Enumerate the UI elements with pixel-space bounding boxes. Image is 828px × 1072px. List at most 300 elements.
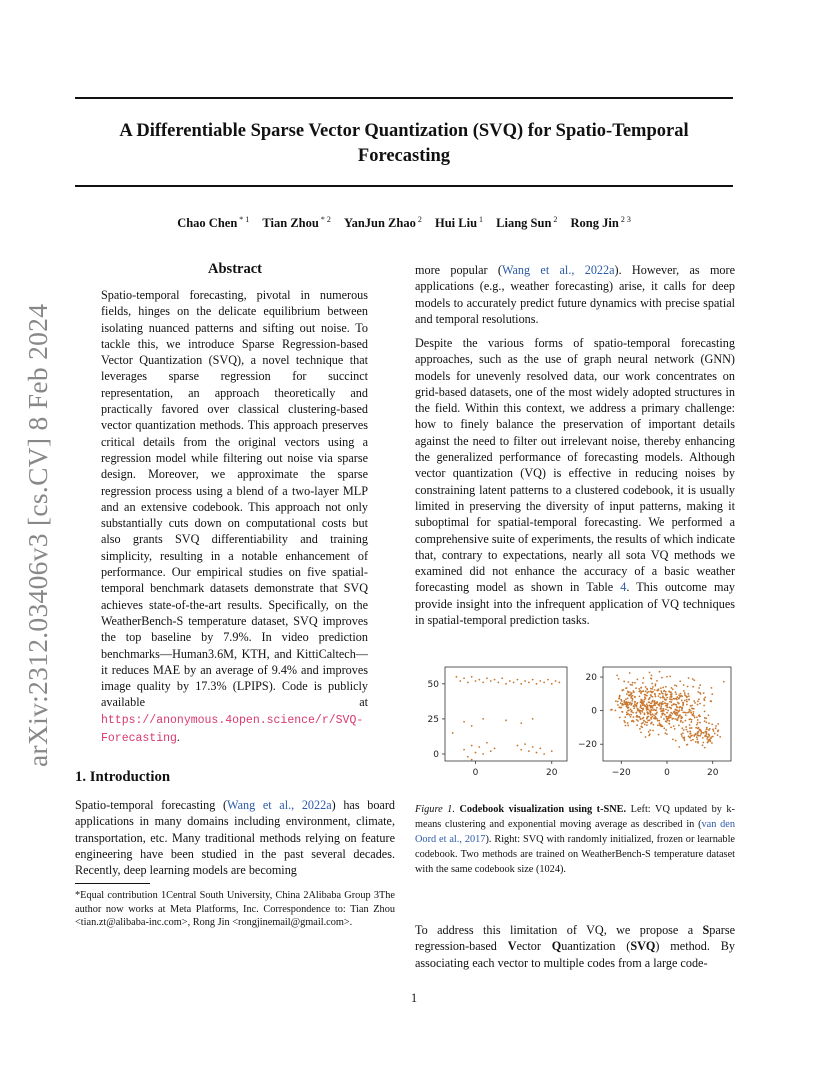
citation-link[interactable]: Wang et al., 2022a [227,798,332,812]
right-scatter-point [681,735,683,737]
right-scatter-point [710,700,712,702]
right-scatter-point [650,709,652,711]
right-scatter-point [630,694,632,696]
right-scatter-point [648,701,650,703]
right-scatter-point [695,733,697,735]
right-scatter-point [652,701,654,703]
right-scatter-point [694,702,696,704]
right-scatter-point [646,703,648,705]
right-scatter-point [697,704,699,706]
right-scatter-point [650,678,652,680]
left-scatter-point [532,718,534,720]
right-scatter-point [665,716,667,718]
right-scatter-point [652,686,654,688]
right-plot-frame [603,667,731,761]
paper-title: A Differentiable Sparse Vector Quantization (SVQ) for Spatio-Temporal Forecasting [119,121,689,166]
right-scatter-point [673,703,675,705]
right-scatter-point [709,728,711,730]
right-scatter-point [647,711,649,713]
right-scatter-point [636,703,638,705]
right-scatter-point [665,720,667,722]
right-scatter-point [674,718,676,720]
right-scatter-point [686,701,688,703]
left-scatter-point [478,679,480,681]
right-scatter-point [678,724,680,726]
author: YanJun Zhao $^2$ [343,215,422,230]
right-scatter-point [662,703,664,705]
right-scatter-point [688,699,690,701]
author: Rong Jin $^{2 3}$ [570,215,631,230]
right-scatter-point [652,707,654,709]
right-scatter-point [703,705,705,707]
right-scatter-point [688,711,690,713]
right-scatter-point [641,711,643,713]
right-scatter-point [695,741,697,743]
right-scatter-point [648,698,650,700]
right-scatter-point [636,712,638,714]
left-x-tick-label: 0 [472,768,479,778]
right-scatter-point [708,739,710,741]
right-scatter-point [631,684,633,686]
right-scatter-point [623,689,625,691]
right-scatter-point [633,691,635,693]
right-scatter-point [636,678,638,680]
figure-1-svg [415,665,735,785]
right-scatter-point [633,706,635,708]
right-scatter-point [656,701,658,703]
right-scatter-point [697,728,699,730]
right-scatter-point [713,730,715,732]
left-scatter-point [539,680,541,682]
right-scatter-point [632,698,634,700]
left-x-tick-label: 20 [546,768,558,778]
right-scatter-point [649,733,651,735]
left-scatter-point [558,682,560,684]
right-scatter-point [617,704,619,706]
right-scatter-point [634,701,636,703]
left-y-tick-label: 0 [433,749,439,760]
right-scatter-point [700,731,702,733]
right-scatter-point [664,732,666,734]
right-scatter-point [703,732,705,734]
right-scatter-point [652,709,654,711]
left-scatter-point [490,680,492,682]
right-scatter-point [704,731,706,733]
table-ref-link[interactable]: 4 [620,580,627,595]
right-scatter-point [633,716,635,718]
citation-link[interactable]: van den Oord et al., 2017 [415,819,736,845]
right-scatter-point [630,684,632,686]
right-scatter-point [711,693,713,695]
left-scatter-point [475,752,477,754]
right-scatter-point [705,721,707,723]
right-scatter-point [671,718,673,720]
right-scatter-point [665,708,667,710]
right-scatter-point [667,703,669,705]
right-scatter-point [709,740,711,742]
right-scatter-point [711,687,713,689]
right-scatter-point [675,714,677,716]
right-scatter-point [687,686,689,688]
right-scatter-point [699,692,701,694]
right-scatter-point [693,711,695,713]
right-scatter-point [645,736,647,738]
right-scatter-point [660,687,662,689]
right-x-tick-label: 0 [664,768,670,778]
left-scatter-point [551,683,553,685]
left-scatter-point [524,743,526,745]
right-scatter-point [634,703,636,705]
right-scatter-point [642,722,644,724]
right-scatter-point [693,700,695,702]
right-scatter-point [689,727,691,729]
right-scatter-point [698,715,700,717]
left-scatter-point [528,682,530,684]
right-scatter-point [680,716,682,718]
right-scatter-point [682,737,684,739]
right-scatter-point [670,694,672,696]
right-scatter-point [627,698,629,700]
right-scatter-point [678,698,680,700]
right-scatter-point [662,712,664,714]
right-scatter-point [657,724,659,726]
right-scatter-point [645,721,647,723]
right-scatter-point [640,718,642,720]
intro-paragraph: Spatio-temporal forecasting (Wang et al., 2022a) has board applications in many domains including environment, climate, transportation, etc. Many traditional methods relying on feature engineering have been studied in the past several decades. Recently, deep learning models are becoming [75,798,395,878]
right-scatter-point [682,712,684,714]
right-scatter-point [666,712,668,714]
right-scatter-point [707,742,709,744]
right-scatter-point [656,689,658,691]
left-scatter-point [536,752,538,754]
right-scatter-point [654,701,656,703]
left-scatter-point [520,683,522,685]
right-scatter-point [659,697,661,699]
right-scatter-point [664,714,666,716]
right-scatter-point [651,716,653,718]
right-scatter-point [705,717,707,719]
right-scatter-point [683,729,685,731]
right-scatter-point [650,714,652,716]
code-link[interactable]: https://anonymous.4open.science/r/SVQ-Forecasting [101,713,364,746]
abstract-body: Spatio-temporal forecasting, pivotal in numerous fields, hinges on the delicate equilibrium between isolating nuanced patterns and sifting out noise. To tackle this, we introduce Sparse Regression-based Vector Quantization (SVQ), a novel technique that leverages sparse regression for succinct representation, an approach theoretically and practically favored over classical clustering-based vector quantization methods. This approach preserves critical details from the original vectors using a regression model while filtering out noise via sparse design. Moreover, we approximate the sparse regression process using a blend of a two-layer MLP and an extensive codebook. This approach not only substantially cuts down on computational costs but also grants SVQ differentiability and training simplicity, resulting in a notable enhancement of performance. Our empirical studies on five spatial-temporal benchmark datasets demonstrate that SVQ achieves state-of-the-art results. Specifically, on the WeatherBench-S temperature dataset, SVQ improves the top baseline by 7.9%. In video prediction benchmarks—Human3.6M, KTH, and KittiCaltech—it reduces MAE by an average of 9.4% and improves image quality by 17.3% (LPIPS). Code is publicly available at https://anonymous.4open.science/r/SVQ-Forecasting. [101,288,368,746]
title-rule-top [75,97,733,99]
right-scatter-point [628,694,630,696]
abstract-heading: Abstract [208,261,262,277]
right-scatter-point [649,729,651,731]
right-scatter-point [698,698,700,700]
right-scatter-point [663,690,665,692]
right-paragraph-2: Despite the various forms of spatio-temporal forecasting approaches, such as the use of graph neural network (GNN) models for unevenly resolved data, our work concentrates on grid-based datasets, one of the most widely adopted structures in the field. Within this context, we address a primary challenge: how to finely balance the preservation of important details against the need to filter out irrelevant noise, thereby enhancing the generalized performance of forecasting models. Although vector quantization (VQ) is effective in reducing noises by constraining latent patterns to a clustered codebook, it is usually limited in preserving the diversity of input patterns, making it suboptimal for spatial-temporal forecasting. We performed a comprehensive suite of experiments, the results of which indicate that, contrary to expectations, nearly all sota VQ methods we examined did not enhance the accuracy of a basic weather forecasting model as shown in Table 4. This outcome may provide insight into the infrequent application of VQ techniques in spatial-temporal prediction tasks. [415,336,735,628]
right-scatter-point [647,705,649,707]
right-scatter-point [689,709,691,711]
right-scatter-point [630,708,632,710]
right-scatter-point [618,678,620,680]
right-scatter-point [663,697,665,699]
right-scatter-point [661,677,663,679]
right-scatter-point [650,707,652,709]
right-scatter-point [614,710,616,712]
right-scatter-point [683,684,685,686]
right-scatter-point [675,698,677,700]
right-scatter-point [673,711,675,713]
right-scatter-point [657,720,659,722]
right-scatter-point [622,711,624,713]
left-scatter-point [501,677,503,679]
right-scatter-point [690,733,692,735]
abstract-text: Spatio-temporal forecasting, pivotal in numerous fields, hinges on the delicate equilibrium between isolating nuanced patterns and sifting out noise. To tackle this, we introduce Sparse Regression-based Vector Quantization (SVQ), a novel technique that leverages sparse regression for succinct representation, an approach theoretically and practically favored over classical clustering-based vector quantization methods. This approach preserves critical details from the original vectors using a regression model while filtering out noise via sparse design. Moreover, we approximate the sparse regression process using a blend of a two-layer MLP and an extensive codebook. This approach not only substantially cuts down on computational costs but also grants SVQ differentiability and training simplicity, resulting in a notable enhancement of performance. Our empirical studies on five spatial-temporal benchmark datasets demonstrate that SVQ achieves state-of-the-art results. Specifically, on the WeatherBench-S temperature dataset, SVQ improves the top baseline by 7.9%. In video prediction benchmarks—Human3.6M, KTH, and KittiCaltech—it reduces MAE by an average of 9.4% and improves image quality by 17.3% (LPIPS). Code is publicly available at [101,288,368,710]
right-scatter-point [695,727,697,729]
right-scatter-point [687,731,689,733]
right-scatter-point [685,712,687,714]
right-scatter-point [704,747,706,749]
right-scatter-point [689,736,691,738]
right-x-tick-label: −20 [611,768,631,778]
right-scatter-point [686,729,688,731]
right-scatter-point [686,744,688,746]
author: Liang Sun $^2$ [496,215,558,230]
right-scatter-point [631,700,633,702]
right-scatter-point [708,734,710,736]
right-scatter-point [670,687,672,689]
right-scatter-point [682,702,684,704]
right-scatter-point [654,704,656,706]
footnote-rule [75,883,150,884]
right-scatter-point [696,736,698,738]
right-scatter-point [640,702,642,704]
right-scatter-point [675,712,677,714]
right-scatter-point [640,687,642,689]
right-scatter-point [704,720,706,722]
right-scatter-point [689,718,691,720]
right-scatter-point [670,726,672,728]
right-scatter-point [615,700,617,702]
right-scatter-point [626,693,628,695]
right-scatter-point [610,709,612,711]
right-scatter-point [697,722,699,724]
right-scatter-point [675,693,677,695]
right-scatter-point [697,719,699,721]
right-scatter-point [629,691,631,693]
right-scatter-point [648,731,650,733]
right-scatter-point [690,710,692,712]
right-scatter-point [650,702,652,704]
left-scatter-point [482,718,484,720]
right-scatter-point [678,746,680,748]
right-paragraph-3: To address this limitation of VQ, we propose a Sparse regression-based Vector Quantization (SVQ) method. By associating each vector to multiple codes from a large code- [415,923,735,970]
right-scatter-point [668,717,670,719]
right-scatter-point [708,736,710,738]
left-scatter-point [513,682,515,684]
right-scatter-point [688,677,690,679]
right-scatter-point [651,674,653,676]
right-scatter-point [618,698,620,700]
right-scatter-point [714,733,716,735]
right-scatter-point [665,703,667,705]
right-scatter-point [660,724,662,726]
left-scatter-point [517,679,519,681]
right-scatter-point [684,700,686,702]
right-scatter-point [619,696,621,698]
right-scatter-point [699,684,701,686]
author: Chao Chen $^{* 1}$ [177,215,250,230]
right-scatter-point [715,725,717,727]
right-scatter-point [624,721,626,723]
right-scatter-point [690,721,692,723]
right-scatter-point [685,726,687,728]
right-scatter-point [656,711,658,713]
right-scatter-point [642,717,644,719]
left-scatter-point [467,682,469,684]
right-scatter-point [633,707,635,709]
left-y-tick-label: 25 [427,714,439,725]
right-scatter-point [676,719,678,721]
right-scatter-point [660,707,662,709]
right-scatter-point [643,701,645,703]
right-scatter-point [674,728,676,730]
right-scatter-point [625,698,627,700]
right-scatter-point [651,722,653,724]
right-scatter-point [635,687,637,689]
right-scatter-point [669,706,671,708]
right-scatter-point [666,706,668,708]
right-scatter-point [675,691,677,693]
right-scatter-point [697,700,699,702]
right-scatter-point [679,696,681,698]
right-scatter-point [702,737,704,739]
right-scatter-point [681,709,683,711]
footnote: *Equal contribution 1Central South University, China 2Alibaba Group 3The author now works at Meta Platforms, Inc. Correspondence to: Tian Zhou <tian.zt@alibaba-inc.com>, Rong Jin <rongjinemail@gmail.com>. [75,890,395,929]
right-scatter-point [671,696,673,698]
right-scatter-point [624,716,626,718]
left-scatter-point [539,747,541,749]
right-scatter-point [656,707,658,709]
right-scatter-point [642,699,644,701]
right-scatter-point [634,696,636,698]
right-scatter-point [699,722,701,724]
right-scatter-point [662,701,664,703]
right-scatter-point [669,701,671,703]
left-scatter-point [463,677,465,679]
author: Tian Zhou $^{* 2}$ [262,215,331,230]
right-scatter-point [666,693,668,695]
right-scatter-point [682,721,684,723]
right-scatter-point [676,685,678,687]
right-scatter-point [663,708,665,710]
right-scatter-point [652,730,654,732]
right-scatter-point [717,734,719,736]
right-scatter-point [676,706,678,708]
left-scatter-point [551,750,553,752]
left-scatter-point [520,749,522,751]
right-paragraph-1: more popular (Wang et al., 2022a). However, as more applications (e.g., weather forecasting) arise, it calls for deep models to accurately predict future dynamics with precise spatial and temporal resolutions. [415,263,735,326]
figure-1 [415,665,735,785]
left-scatter-point [543,682,545,684]
right-scatter-point [665,729,667,731]
right-scatter-point [693,679,695,681]
right-scatter-point [664,699,666,701]
right-scatter-point [665,693,667,695]
right-scatter-point [632,712,634,714]
right-scatter-point [629,702,631,704]
right-scatter-point [704,710,706,712]
right-scatter-point [696,716,698,718]
author-list [75,215,733,231]
section-heading-introduction: 1. Introduction [75,769,171,785]
right-scatter-point [627,725,629,727]
right-scatter-point [642,682,644,684]
right-scatter-point [697,742,699,744]
right-scatter-point [638,710,640,712]
right-scatter-point [659,671,661,673]
citation-link[interactable]: Wang et al., 2022a [501,263,615,277]
right-scatter-point [663,710,665,712]
right-scatter-point [627,681,629,683]
right-scatter-point [627,722,629,724]
right-scatter-point [692,708,694,710]
right-scatter-point [696,724,698,726]
right-scatter-point [686,699,688,701]
right-scatter-point [706,727,708,729]
right-y-tick-label: 0 [591,706,597,717]
right-scatter-point [690,712,692,714]
right-scatter-point [630,711,632,713]
right-scatter-point [662,693,664,695]
right-scatter-point [628,714,630,716]
right-y-tick-label: −20 [578,740,597,751]
right-scatter-point [691,734,693,736]
right-scatter-point [665,705,667,707]
right-scatter-point [715,727,717,729]
left-scatter-point [459,680,461,682]
left-scatter-point [482,753,484,755]
right-y-tick-label: 20 [585,673,597,684]
right-scatter-point [675,740,677,742]
right-scatter-point [627,704,629,706]
left-scatter-point [494,747,496,749]
right-scatter-point [702,744,704,746]
right-scatter-point [686,696,688,698]
right-scatter-point [645,686,647,688]
right-scatter-point [689,731,691,733]
right-scatter-point [627,690,629,692]
right-scatter-point [668,723,670,725]
right-scatter-point [630,714,632,716]
right-scatter-point [652,724,654,726]
right-scatter-point [650,718,652,720]
left-scatter-point [486,742,488,744]
right-scatter-point [717,730,719,732]
right-scatter-point [646,707,648,709]
right-scatter-point [708,714,710,716]
right-scatter-point [684,720,686,722]
right-scatter-point [665,686,667,688]
right-scatter-point [630,716,632,718]
right-scatter-point [668,720,670,722]
right-scatter-point [640,713,642,715]
left-scatter-point [467,756,469,758]
page-number: 1 [410,991,418,1005]
right-scatter-point [641,726,643,728]
left-y-tick-label: 50 [427,679,439,690]
right-scatter-point [626,712,628,714]
right-scatter-point [688,695,690,697]
right-scatter-point [649,672,651,674]
right-scatter-point [696,738,698,740]
right-scatter-point [622,703,624,705]
figure-1-caption: Figure 1. Codebook visualization using t-SNE. Left: VQ updated by k-means clustering and exponential moving average as described in (van den Oord et al., 2017). Right: SVQ with randomly initialized, frozen or learnable codebook. Two methods are trained on WeatherBench-S temperature dataset with the same codebook size (1024). [415,804,736,875]
right-scatter-point [698,687,700,689]
